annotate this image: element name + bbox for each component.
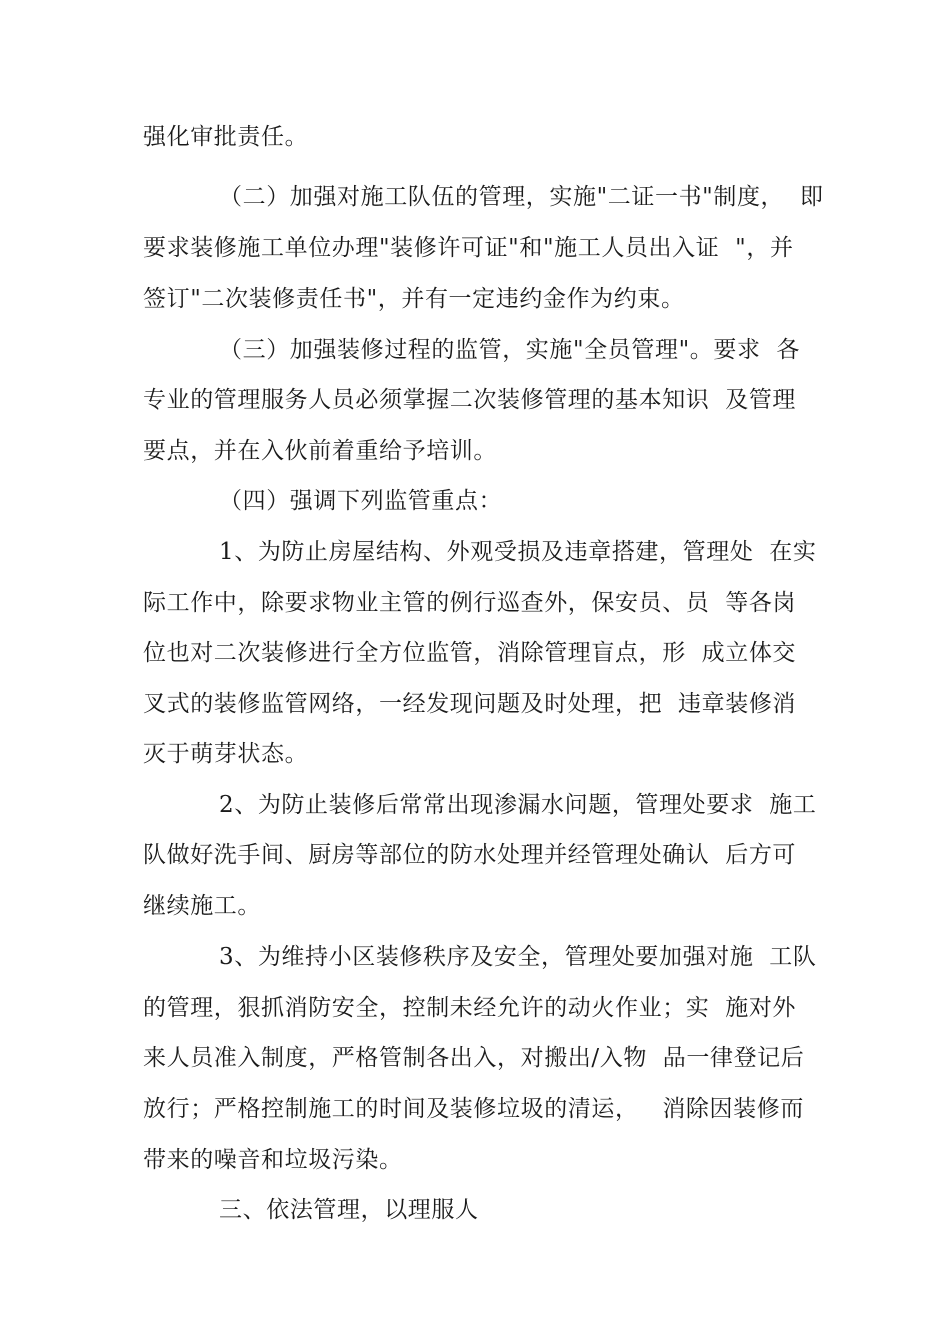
text-line: 放行；严格控制施工的时间及装修垃圾的清运， 消除因装修而 — [143, 1096, 804, 1122]
text-line: （三）加强装修过程的监管，实施"全员管理"。要求 各 — [219, 337, 800, 363]
text-line: 的管理，狠抓消防安全，控制未经允许的动火作业；实 施对外 — [143, 995, 797, 1021]
text-line: 要求装修施工单位办理"装修许可证"和"施工人员出入证 "，并 — [143, 235, 794, 261]
text-line: （四）强调下列监管重点： — [219, 488, 503, 514]
text-line: 来人员准入制度，严格管制各出入，对搬出/入物 品一律登记后 — [143, 1045, 805, 1071]
text-line: 强化审批责任。 — [143, 124, 309, 150]
text-line: 要点，并在入伙前着重给予培训。 — [143, 438, 497, 464]
text-line: 2、为防止装修后常常出现渗漏水问题，管理处要求 施工 — [219, 792, 817, 818]
text-line: 三、依法管理，以理服人 — [219, 1197, 479, 1223]
text-line: 继续施工。 — [143, 893, 261, 919]
text-line: 专业的管理服务人员必须掌握二次装修管理的基本知识 及管理 — [143, 387, 797, 413]
text-line: 1、为防止房屋结构、外观受损及违章搭建，管理处 在实 — [219, 539, 817, 565]
text-line: （二）加强对施工队伍的管理，实施"二证一书"制度， 即 — [219, 184, 824, 210]
text-line: 际工作中，除要求物业主管的例行巡查外，保安员、员 等各岗 — [143, 590, 797, 616]
text-line: 队做好洗手间、厨房等部位的防水处理并经管理处确认 后方可 — [143, 842, 797, 868]
text-line: 3、为维持小区装修秩序及安全，管理处要加强对施 工队 — [219, 944, 817, 970]
text-line: 带来的噪音和垃圾污染。 — [143, 1147, 403, 1173]
text-line: 签订"二次装修责任书"，并有一定违约金作为约束。 — [143, 286, 685, 312]
text-line: 灭于萌芽状态。 — [143, 741, 309, 767]
text-line: 位也对二次装修进行全方位监管，消除管理盲点，形 成立体交 — [143, 640, 797, 666]
text-line: 叉式的装修监管网络，一经发现问题及时处理，把 违章装修消 — [143, 691, 797, 717]
